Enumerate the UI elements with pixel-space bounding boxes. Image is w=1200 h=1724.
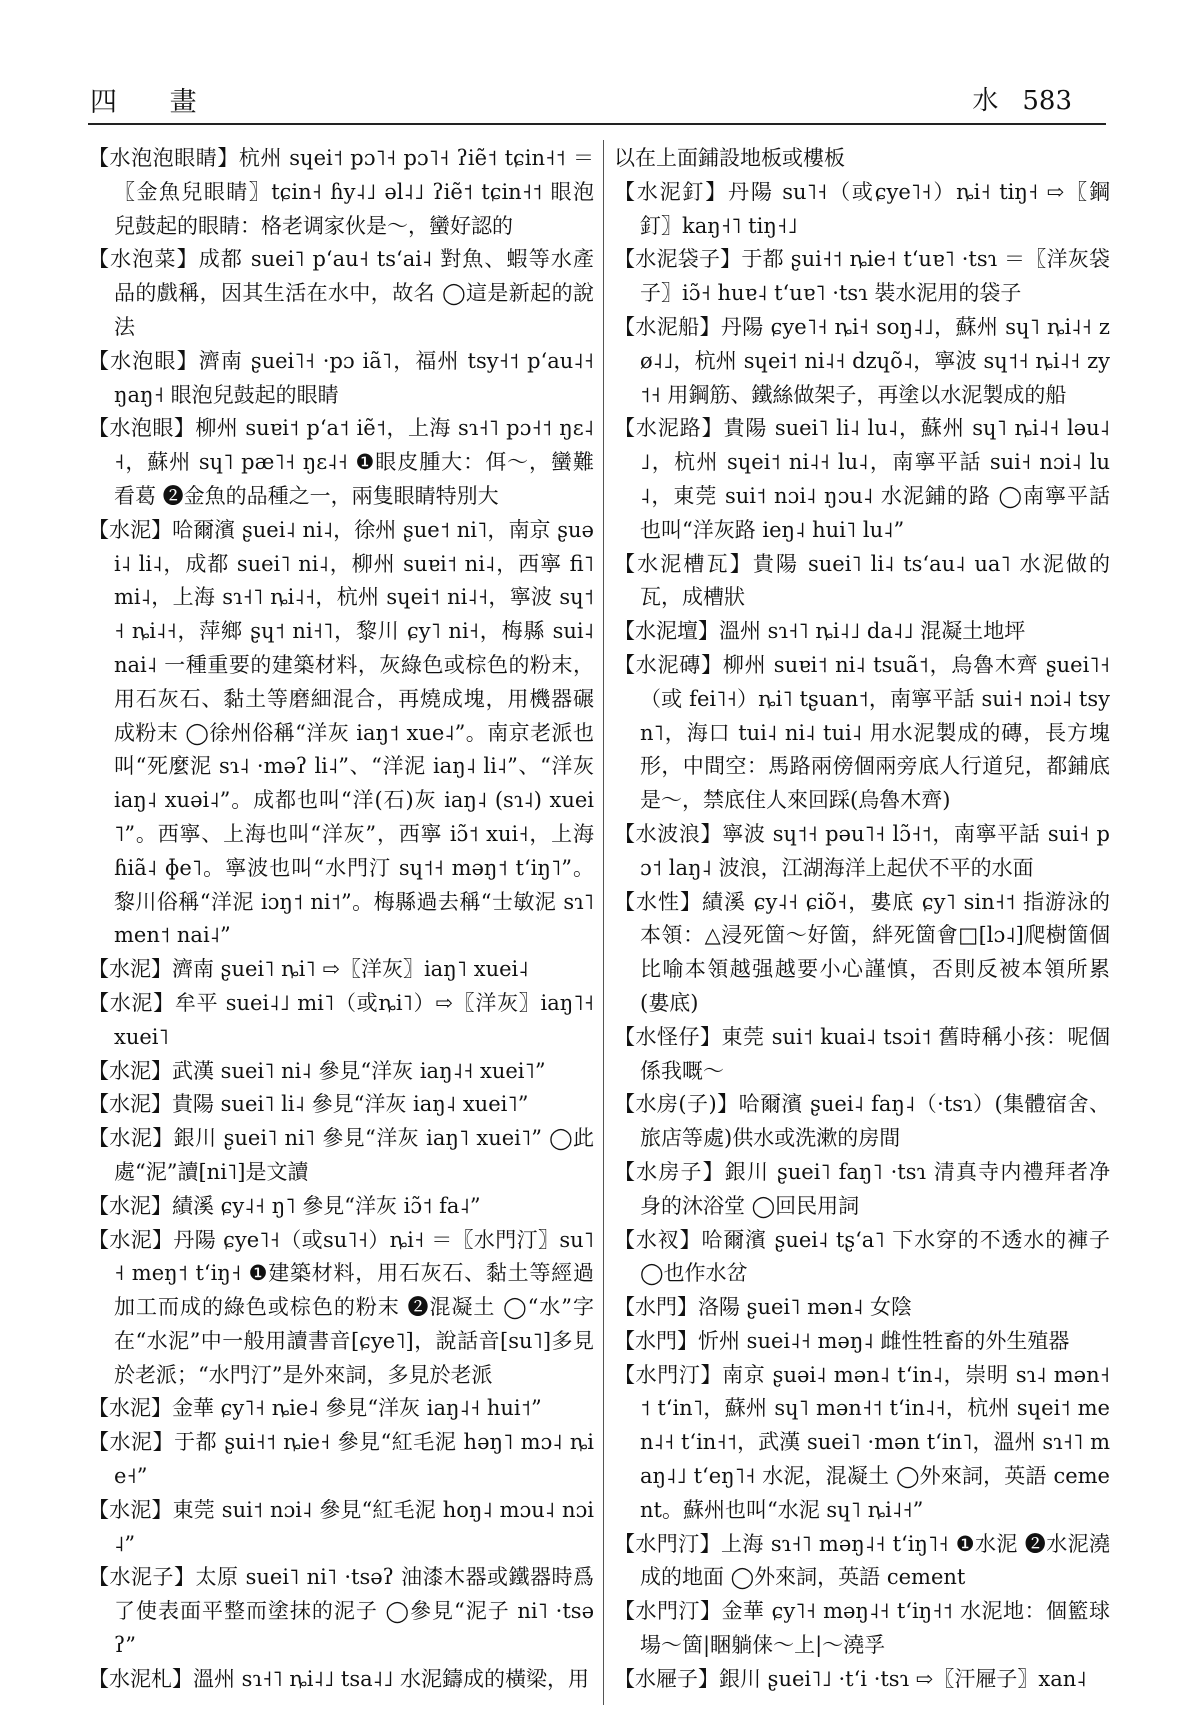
- dictionary-entry: 以在上面鋪設地板或樓板: [614, 146, 845, 170]
- page-number: 583: [1022, 86, 1072, 116]
- dictionary-entry: 【水房(子)】哈爾濱 ʂuei˨ faŋ˨（·tsɿ）(集體宿舍、旅店等處)供水或洗漱的房間: [614, 1092, 1110, 1151]
- dictionary-entry: 【水門汀】上海 sɿ˧˥ məŋ˨˧ tʻiŋ˥˧ ❶水泥 ❷水泥澆成的地面 ◯外來詞，英語 cement: [614, 1531, 1110, 1590]
- dictionary-entry: 【水泡菜】成都 suei˥ pʻau˧ tsʻai˨ 對魚、蝦等水產品的戲稱，因其生活在水中，故名 ◯這是新起的說法: [88, 247, 594, 339]
- right-column: [614, 142, 1110, 1697]
- dictionary-entry: 【水泡眼】柳州 suɐi˦ pʻa˦ iẽ˦，上海 sɿ˧˥ pɔ˧˦ ŋɛ˨˧，蘇州 sɥ˥ pæ˥˧ ŋɛ˨˧ ❶眼皮腫大：佴～，蠻難看葛 ❷金魚的品種之一，兩隻眼睛特別大: [88, 416, 594, 508]
- dictionary-entry: 【水屜子】銀川 ʂuei˥˩ ·tʻi ·tsɿ ⇨〖汗屜子〗xan˨: [614, 1666, 1087, 1691]
- dictionary-entry: 【水泥子】太原 suei˥ ni˥ ·tsəʔ 油漆木器或鐵器時爲了使表面平整而塗抹的泥子 ◯參見“泥子 ni˥ ·tsəʔ”: [88, 1565, 594, 1658]
- dictionary-entry: 【水泥】東莞 sui˦ nɔi˨ 參見“紅毛泥 hoŋ˨ mɔu˨ nɔi˨”: [88, 1497, 594, 1556]
- dictionary-entry: 【水門】洛陽 ʂuei˥ mən˨ 女陰: [614, 1295, 913, 1320]
- dictionary-entry: 【水泥】金華 ɕy˥˧ ȵie˨ 參見“洋灰 iaŋ˨˧ hui˦”: [88, 1396, 542, 1421]
- dictionary-entry: 【水泡眼】濟南 ʂuei˥˧ ·pɔ iã˥，福州 tsy˧˦ pʻau˨˧ ŋaŋ˧ 眼泡兒鼓起的眼睛: [88, 348, 594, 407]
- section-title: 四 畫: [90, 87, 219, 118]
- dictionary-entry: 【水怪仔】東莞 sui˦ kuai˨ tsɔi˦ 舊時稱小孩：呢個係我嘅～: [614, 1024, 1110, 1083]
- dictionary-entry: 【水性】績溪 ɕy˨˧ ɕiõ˧，婁底 ɕy˥ sin˧˦ 指游泳的本領：△浸死箇～好箇，絆死箇會□[lɔ˨]爬樹箇個比喻本領越强越要小心謹慎，否則反被本領所累(婁底): [614, 889, 1110, 1015]
- dictionary-entry: 【水泥】績溪 ɕy˨˧ ŋ˥ 參見“洋灰 iɔ̃˦ fa˨”: [88, 1193, 481, 1218]
- dictionary-entry: 【水泥壇】溫州 sɿ˧˥ ȵi˨˩ da˨˩ 混凝土地坪: [614, 619, 1026, 644]
- dictionary-entry: 【水泥】牟平 suei˨˩ mi˥（或ȵi˥）⇨〖洋灰〗iaŋ˥˧ xuei˥: [88, 990, 594, 1049]
- dictionary-entry: 【水泥】丹陽 ɕye˥˧（或su˥˧）ȵi˧ ＝〖水門汀〗su˥˧ meŋ˦ tʻiŋ˧ ❶建築材料，用石灰石、黏土等經過加工而成的綠色或棕色的粉末 ❷混凝土 ◯“水”字在“水泥”中一般用讀書音[ɕye˥]，說話音[su˥]多見於老派；“水門汀”是外來詞，多見於老派: [88, 1227, 594, 1387]
- dictionary-entry: 【水泥袋子】于都 ʂui˧˦ ȵie˧ tʻuɐ˥ ·tsɿ ＝〖洋灰袋子〗iɔ̃˧ huɐ˨ tʻuɐ˥ ·tsɿ 裝水泥用的袋子: [614, 247, 1110, 306]
- dictionary-entry: 【水泥磚】柳州 suɐi˦ ni˨ tsuã˦，烏魯木齊 ʂuei˥˧（或 fei˥˧）ȵi˥ tʂuan˦，南寧平話 sui˧ nɔi˨ tsyn˥，海口 tui˨ ni˨ tui˨ 用水泥製成的磚，長方塊形，中間空：馬路兩傍個兩旁底人行道兒，都鋪底是～，禁底住人來回踩(烏魯木齊): [614, 652, 1110, 813]
- left-column: [88, 142, 594, 1697]
- dictionary-entry: 【水門】忻州 suei˨˧ məŋ˨ 雌性牲畜的外生殖器: [614, 1328, 1070, 1353]
- column-divider: [603, 140, 604, 1705]
- dictionary-entry: 【水房子】銀川 ʂuei˥ faŋ˥ ·tsɿ 清真寺内禮拜者净身的沐浴堂 ◯回民用詞: [614, 1159, 1110, 1218]
- header-character: 水: [972, 86, 999, 116]
- dictionary-entry: 【水泥槽瓦】貴陽 suei˥ li˨ tsʻau˨ ua˥ 水泥做的瓦，成槽狀: [614, 551, 1110, 610]
- dictionary-entry: 【水門汀】南京 ʂuəi˨ mən˨ tʻin˨，崇明 sɿ˨ mən˧˦ tʻin˥，蘇州 sɥ˥ mən˧˦ tʻin˨˧，杭州 sɥei˦ men˨˧ tʻin˧˦，武漢 suei˥ ·mən tʻin˥，溫州 sɿ˧˥ maŋ˨˩ tʻeŋ˥˧ 水泥，混凝土 ◯外來詞，英語 cement。蘇州也叫“水泥 sɥ˥ ȵi˨˧”: [614, 1362, 1110, 1522]
- dictionary-entry: 【水泥札】溫州 sɿ˧˥ ȵi˨˩ tsa˨˩ 水泥鑄成的橫梁，用: [88, 1666, 590, 1691]
- dictionary-entry: 【水泥路】貴陽 suei˥ li˨ lu˨，蘇州 sɥ˥ ȵi˨˧ ləu˨˩，杭州 sɥei˦ ni˨˧ lu˨，南寧平話 sui˧ nɔi˨ lu˨，東莞 sui˦ nɔi˨ ŋɔu˨ 水泥鋪的路 ◯南寧平話也叫“洋灰路 ieŋ˨ hui˥ lu˨”: [614, 416, 1110, 542]
- dictionary-entry: 【水泥】武漢 suei˥ ni˨ 參見“洋灰 iaŋ˨˧ xuei˥”: [88, 1058, 546, 1083]
- dictionary-entry: 【水衩】哈爾濱 ʂuei˨ tʂʻa˥ 下水穿的不透水的褲子 ◯也作水岔: [614, 1227, 1110, 1286]
- dictionary-entry: 【水泥】于都 ʂui˧˦ ȵie˧ 參見“紅毛泥 həŋ˥ mɔ˨ ȵie˧”: [88, 1430, 594, 1489]
- dictionary-entry: 【水波浪】寧波 sɥ˦˧ pəu˥˧ lɔ̃˧˦，南寧平話 sui˧ pɔ˦ laŋ˨ 波浪，江湖海洋上起伏不平的水面: [614, 821, 1110, 880]
- dictionary-entry: 【水泡泡眼睛】杭州 sɥei˦ pɔ˥˧ pɔ˥˧ ʔiẽ˦ tɕin˧˦ ＝〖金魚兒眼睛〗tɕin˧ ɦy˨˩ əl˨˩ ʔiẽ˦ tɕin˧˦ 眼泡兒鼓起的眼睛：格老调家伙是～，蠻好認的: [88, 146, 594, 238]
- header-right: [948, 80, 1072, 117]
- dictionary-entry: 【水門汀】金華 ɕy˥˧ məŋ˨˧ tʻiŋ˧˦ 水泥地：個籃球場～箇|睏躺俫～上|～澆孚: [614, 1599, 1110, 1658]
- header-rule: [88, 123, 1106, 125]
- dictionary-entry: 【水泥】銀川 ʂuei˥ ni˥ 參見“洋灰 iaŋ˥ xuei˥” ◯此處“泥”讀[ni˥]是文讀: [88, 1126, 594, 1184]
- dictionary-entry: 【水泥】哈爾濱 ʂuei˨ ni˨，徐州 ʂue˦ ni˥，南京 ʂuəi˨ li˨，成都 suei˥ ni˨，柳州 suɐi˦ ni˨，西寧 fi˥ mi˨，上海 sɿ˧˥ ȵi˨˧，杭州 sɥei˦ ni˨˧，寧波 sɥ˦˧ ȵi˨˧，萍鄉 ʂɥ˦ ni˧˥，黎川 ɕy˥ ni˧，梅縣 sui˨ nai˨ 一種重要的建築材料，灰綠色或棕色的粉末，用石灰石、黏土等磨細混合，再燒成塊，用機器碾成粉末 ◯徐州俗稱“洋灰 iaŋ˦ xue˨”。南京老派也叫“死麼泥 sɿ˨ ·məʔ li˨”、“洋泥 iaŋ˨ li˨”、“洋灰 iaŋ˨ xuəi˨”。成都也叫“洋(石)灰 iaŋ˨ (sɿ˨) xuei˥”。西寧、上海也叫“洋灰”，西寧 iɔ̃˦ xui˧，上海 ɦiã˨ ɸe˥。寧波也叫“水門汀 sɥ˦˧ məŋ˦ tʻiŋ˥”。黎川俗稱“洋泥 iɔŋ˦ ni˦”。梅縣過去稱“士敏泥 sɿ˥ men˦ nai˨”: [88, 517, 594, 948]
- dictionary-entry: 【水泥釘】丹陽 su˥˧（或ɕye˥˧）ȵi˧ tiŋ˧ ⇨〖鋼釘〗kaŋ˧˥ tiŋ˧˩: [614, 179, 1110, 238]
- page-header: [88, 78, 1106, 122]
- dictionary-entry: 【水泥船】丹陽 ɕye˥˧ ȵi˧ soŋ˨˩，蘇州 sɥ˥ ȵi˨˧ zø˨˩，杭州 sɥei˦ ni˨˧ dzɥõ˨，寧波 sɥ˦˧ ȵi˨˧ zy˦˧ 用鋼筋、鐵絲做架子，再塗以水泥製成的船: [614, 314, 1110, 407]
- dictionary-entry: 【水泥】濟南 ʂuei˥ ȵi˥ ⇨〖洋灰〗iaŋ˥ xuei˨: [88, 957, 529, 982]
- dictionary-entry: 【水泥】貴陽 suei˥ li˨ 參見“洋灰 iaŋ˨ xuei˥”: [88, 1092, 529, 1117]
